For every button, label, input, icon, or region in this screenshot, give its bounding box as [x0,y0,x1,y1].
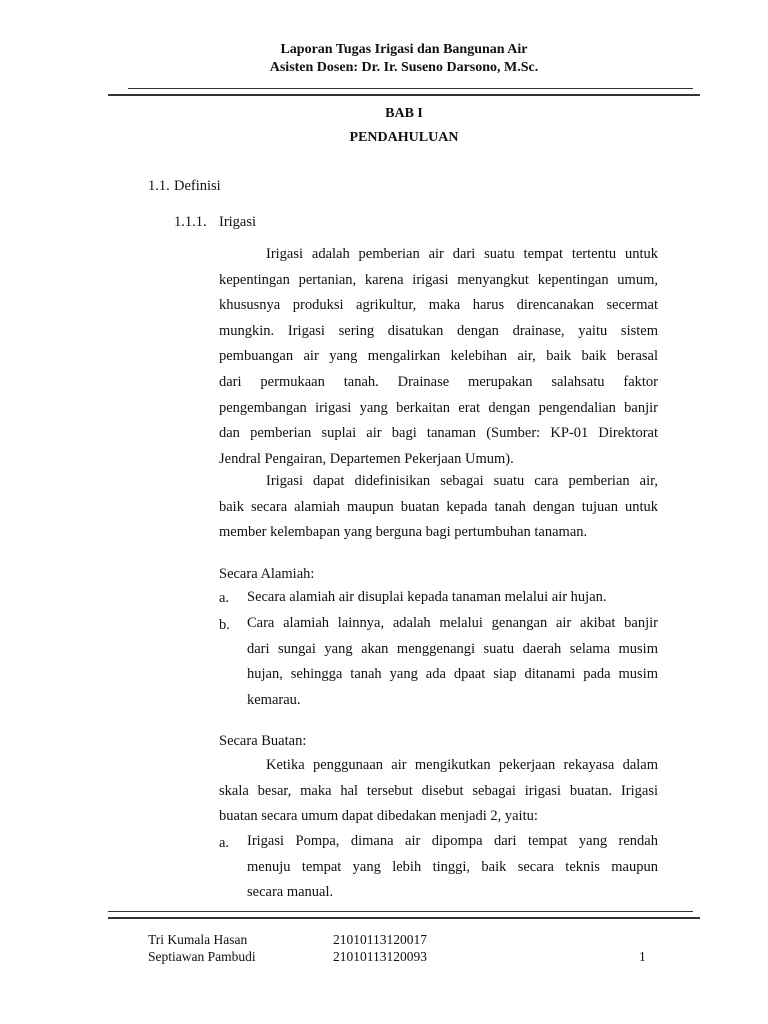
list-item-line: Cara alamiah lainnya, adalah melalui genangan air akibat banjir [247,615,658,631]
list-item-line: dari sungai yang akan menggenangi suatu daerah selama musim [247,640,658,657]
subsection-title: Irigasi [219,214,257,230]
author-name: Tri Kumala Hasan [148,932,248,947]
paragraph-line: skala besar, maka hal tersebut disebut sebagai irigasi buatan. Irigasi [219,782,658,799]
alamiah-heading: Secara Alamiah: [219,566,315,582]
paragraph-line: Irigasi adalah pemberian air dari suatu tempat tertentu untuk [266,246,658,262]
paragraph-line: buatan secara umum dapat dibedakan menjadi 2, yaitu: [219,808,538,825]
header-rule-thin [128,88,693,89]
paragraph-line: pembuangan air yang mengalirkan kelebihan air, baik baik berasal [219,348,658,365]
chapter-title: PENDAHULUAN [349,130,459,145]
paragraph-line: Ketika penggunaan air mengikutkan pekerjaan rekayasa dalam [266,757,658,773]
paragraph-line: khususnya produksi agrikultur, maka harus direncanakan secermat [219,297,658,314]
list-item-line: Irigasi Pompa, dimana air dipompa dari tempat yang rendah [247,833,658,849]
list-item-line: hujan, sehingga tanah yang ada dpaat siap ditanami pada musim [247,666,658,683]
paragraph-line: Irigasi dapat didefinisikan sebagai suatu cara pemberian air, [266,473,658,489]
subsection-number: 1.1.1. [174,214,207,230]
list-item-line: Secara alamiah air disuplai kepada tanaman melalui air hujan. [247,589,607,605]
section-number: 1.1. [148,178,170,194]
paragraph-definition [219,242,658,472]
section-title: Definisi [174,178,221,194]
footer-rule-thin [108,911,693,912]
paragraph-line: baik secara alamiah maupun buatan kepada tanah dengan tujuan untuk [219,498,658,515]
buatan-heading: Secara Buatan: [219,733,307,749]
paragraph-line: Jendral Pengairan, Departemen Pekerjaan Umum). [219,450,514,467]
report-title: Laporan Tugas Irigasi dan Bangunan Air [280,42,528,57]
paragraph-line: dan pemberian suplai air bagi tanaman (Sumber: KP-01 Direktorat [219,425,658,442]
author-name: Septiawan Pambudi [148,949,256,964]
list-item [247,611,658,713]
paragraph-buatan [219,753,658,830]
list-marker: b. [219,617,230,633]
list-item-line: secara manual. [247,884,334,901]
paragraph-line: mungkin. Irigasi sering disatukan dengan drainase, yaitu sistem [219,322,658,339]
paragraph-line: dari permukaan tanah. Drainase merupakan salahsatu faktor [219,373,658,390]
author-nim: 21010113120093 [333,949,427,964]
list-item [247,585,658,611]
assistant-lecturer: Asisten Dosen: Dr. Ir. Suseno Darsono, M.Sc. [269,60,539,75]
list-item-line: menuju tempat yang lebih tinggi, baik secara teknis maupun [247,858,658,875]
list-item-line: kemarau. [247,691,301,708]
list-marker: a. [219,835,230,851]
chapter-number: BAB I [385,106,423,121]
paragraph-line: member kelembapan yang berguna bagi pertumbuhan tanaman. [219,524,588,541]
author-nim: 21010113120017 [333,932,427,947]
footer-rule-thick [108,917,700,919]
list-item [247,829,658,906]
list-marker: a. [219,590,230,606]
paragraph-line: pengembangan irigasi yang berkaitan erat dengan pengendalian banjir [219,399,658,416]
paragraph-definition-2 [219,469,658,546]
page-number: 1 [639,949,646,964]
paragraph-line: kepentingan pertanian, karena irigasi menyangkut kepentingan umum, [219,271,658,288]
header-rule-thick [108,94,700,96]
